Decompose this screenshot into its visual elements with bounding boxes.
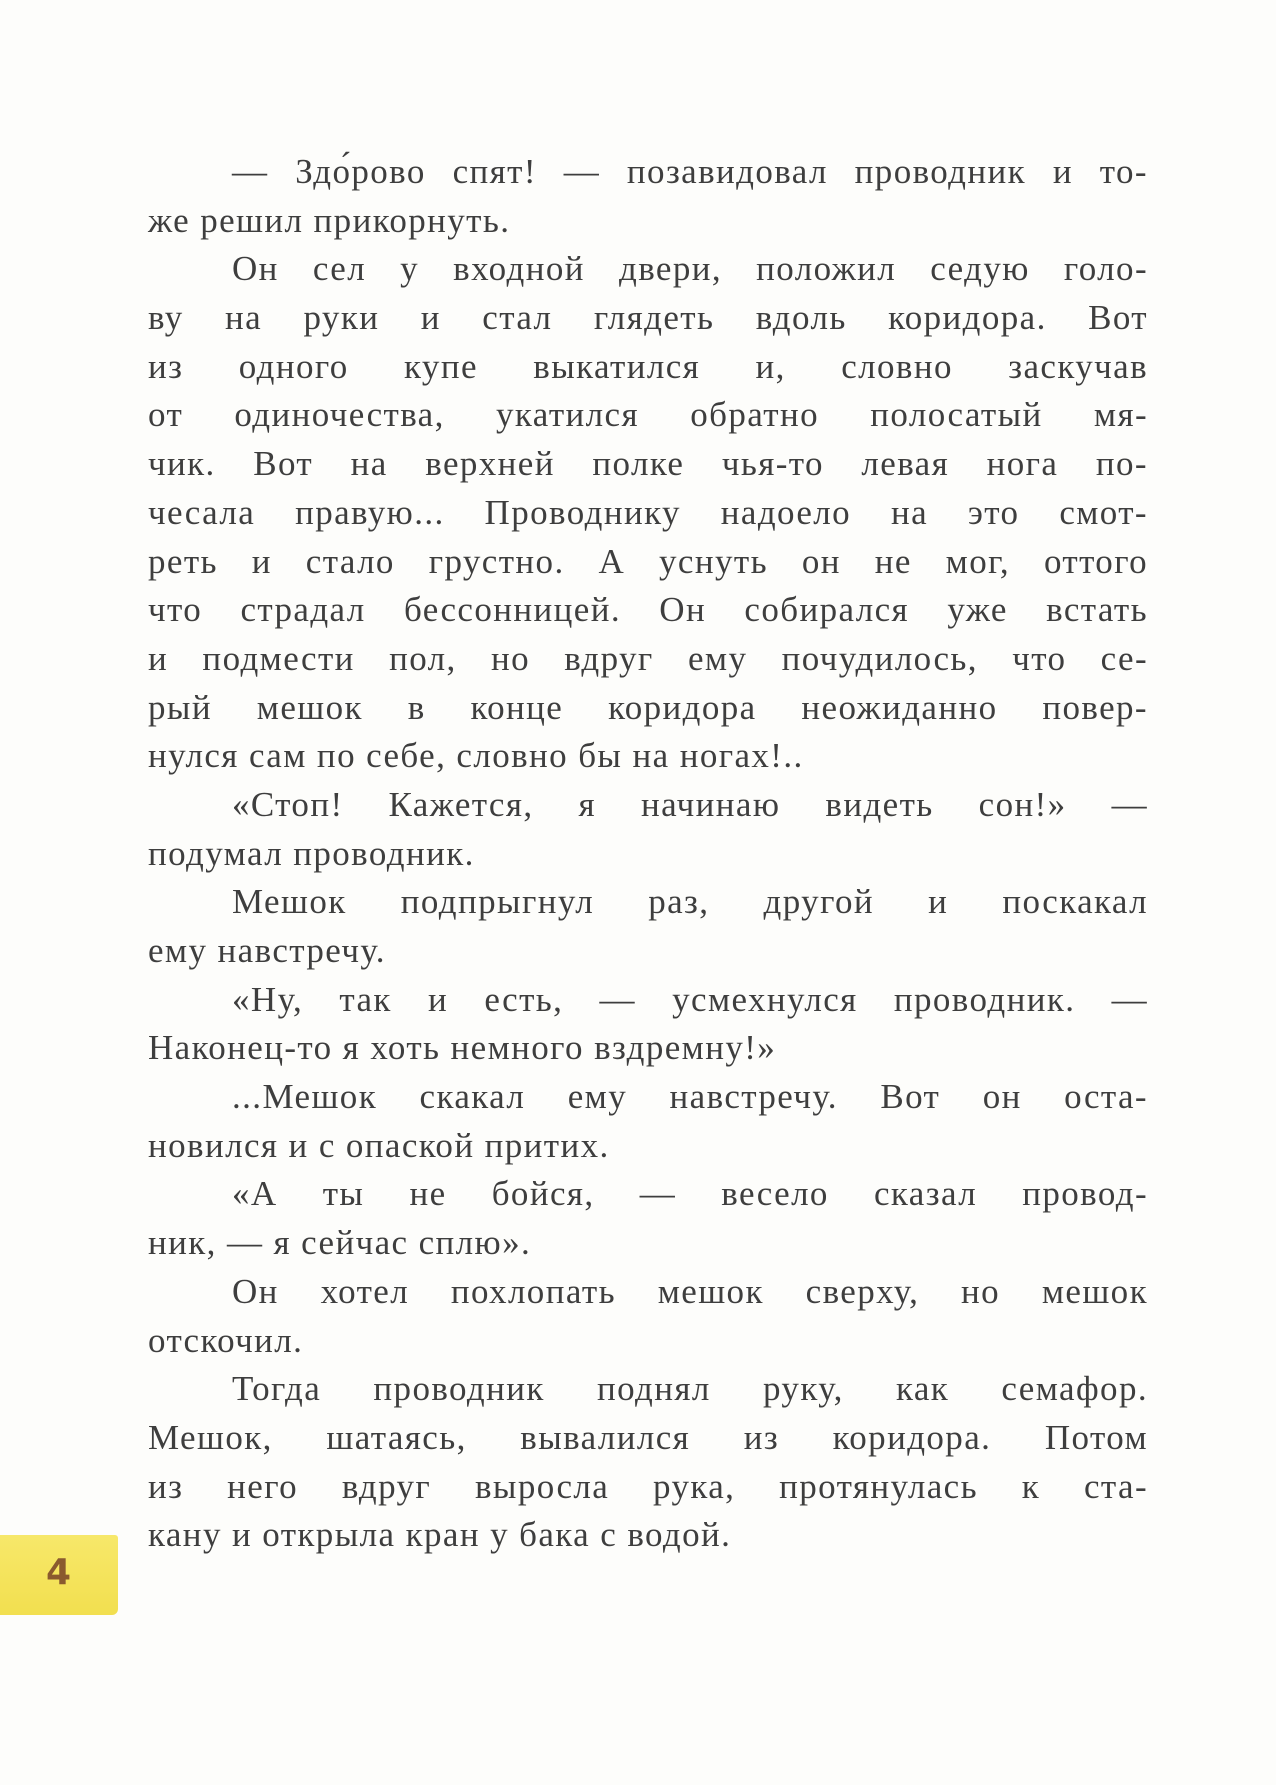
body-text xyxy=(148,148,1148,1560)
text-line: Тогда проводник поднял руку, как семафор. xyxy=(232,1369,1148,1409)
text-line: «А ты не бойся, — весело сказал провод- xyxy=(232,1174,1148,1214)
text-line: из одного купе выкатился и, словно заскучав xyxy=(148,346,1148,386)
text-line: «Стоп! Кажется, я начинаю видеть сон!» — xyxy=(232,784,1148,824)
text-line: — Здо́рово спят! — позавидовал проводник и то- xyxy=(232,152,1148,191)
text-line: новился и с опаской притих. xyxy=(148,1125,610,1165)
text-line: чесала правую... Проводнику надоело на это смот- xyxy=(148,492,1148,532)
text-line: же решил прикорнуть. xyxy=(148,200,511,240)
text-line: нулся сам по себе, словно бы на ногах!.. xyxy=(148,736,804,776)
text-line: ему навстречу. xyxy=(148,931,386,970)
text-line: отскочил. xyxy=(148,1320,304,1360)
text-line: «Ну, так и есть, — усмехнулся проводник. — xyxy=(232,979,1148,1019)
text-line: реть и стало грустно. А уснуть он не мог, оттого xyxy=(148,541,1148,581)
text-line: ник, — я сейчас сплю». xyxy=(148,1223,532,1263)
text-line: и подмести пол, но вдруг ему почудилось, что се- xyxy=(148,638,1148,678)
text-line: рый мешок в конце коридора неожиданно повер- xyxy=(148,687,1148,727)
text-line: подумал проводник. xyxy=(148,833,475,873)
text-line: из него вдруг выросла рука, протянулась к ста- xyxy=(148,1466,1148,1506)
text-line: ...Мешок скакал ему навстречу. Вот он оста- xyxy=(232,1077,1148,1117)
text-line: Мешок, шатаясь, вывалился из коридора. Потом xyxy=(148,1417,1148,1457)
text-line: ву на руки и стал глядеть вдоль коридора. Вот xyxy=(148,298,1148,338)
text-line: от одиночества, укатился обратно полосатый мя- xyxy=(148,395,1148,435)
text-line: чик. Вот на верхней полке чья-то левая нога по- xyxy=(148,444,1148,484)
text-line: Он сел у входной двери, положил седую голо- xyxy=(232,249,1148,289)
text-line: что страдал бессонницей. Он собирался уже встать xyxy=(148,590,1148,630)
text-line: Мешок подпрыгнул раз, другой и поскакал xyxy=(232,882,1148,922)
text-line: кану и открыла кран у бака с водой. xyxy=(148,1515,732,1555)
text-line: Наконец-то я хоть немного вздремну!» xyxy=(148,1028,777,1068)
text-line: Он хотел похлопать мешок сверху, но мешок xyxy=(232,1271,1148,1311)
page-number: 4 xyxy=(46,1552,72,1593)
